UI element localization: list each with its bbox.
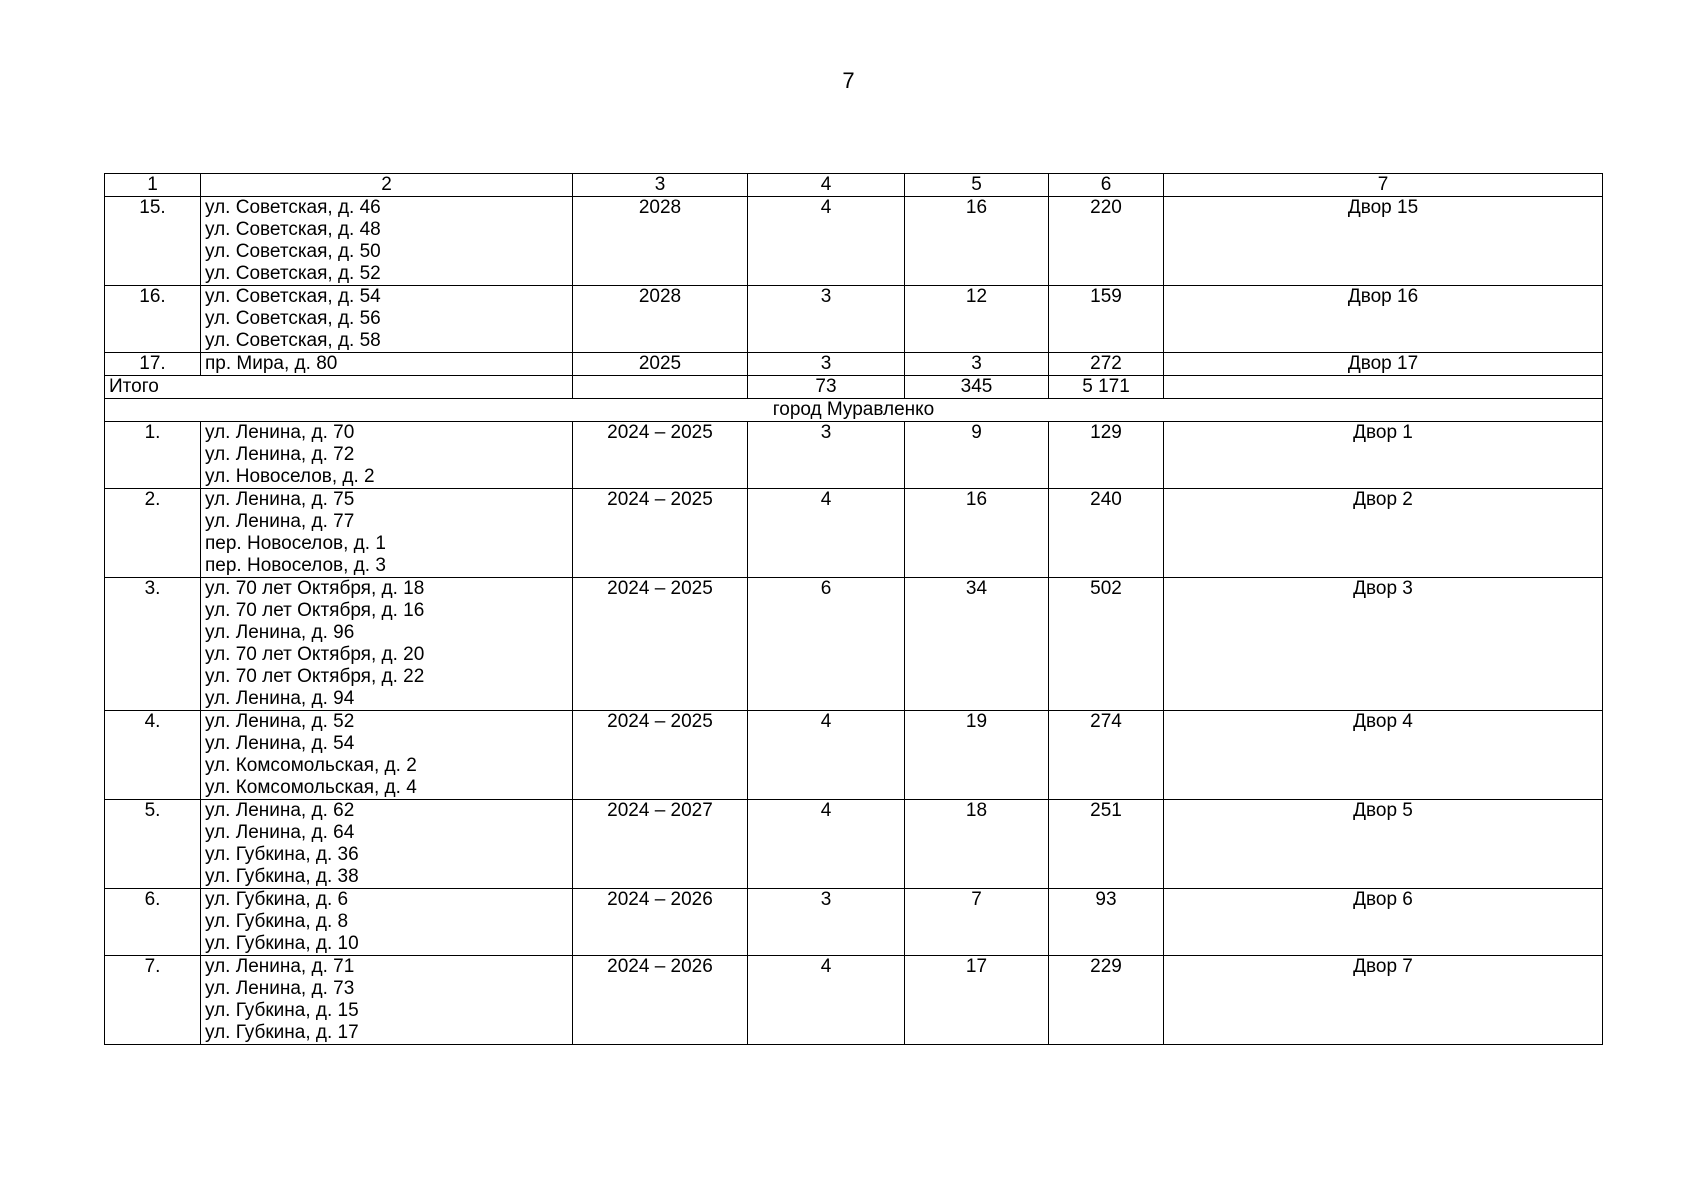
- address-line: ул. Новоселов, д. 2: [205, 466, 375, 487]
- row-number: 7.: [105, 956, 201, 1045]
- col4-cell: 3: [748, 286, 905, 353]
- address-line: ул. Советская, д. 46: [205, 197, 381, 218]
- total-col7: [1164, 376, 1603, 399]
- address-line: ул. Советская, д. 50: [205, 241, 381, 262]
- address-line: ул. Советская, д. 58: [205, 330, 381, 351]
- period-cell: 2024 – 2027: [573, 800, 748, 889]
- col6-cell: 240: [1049, 489, 1164, 578]
- address-line: ул. Губкина, д. 36: [205, 844, 359, 865]
- address-line: ул. Советская, д. 48: [205, 219, 381, 240]
- address-line: ул. Ленина, д. 71: [205, 956, 355, 977]
- col5-cell: 7: [905, 889, 1049, 956]
- address-list: [201, 711, 573, 800]
- address-line: ул. Ленина, д. 64: [205, 822, 355, 843]
- period-cell: 2024 – 2025: [573, 489, 748, 578]
- yard-cell: Двор 15: [1164, 197, 1603, 286]
- address-line: ул. 70 лет Октября, д. 20: [205, 644, 425, 665]
- address-line: ул. Советская, д. 54: [205, 286, 381, 307]
- col4-cell: 4: [748, 800, 905, 889]
- address-line: ул. Комсомольская, д. 4: [205, 777, 417, 798]
- address-line: ул. Ленина, д. 96: [205, 622, 355, 643]
- address-line: ул. Ленина, д. 52: [205, 711, 355, 732]
- col5-cell: 3: [905, 353, 1049, 376]
- row-number: 15.: [105, 197, 201, 286]
- col5-cell: 16: [905, 197, 1049, 286]
- col4-cell: 3: [748, 353, 905, 376]
- table-row: [105, 489, 1603, 578]
- address-line: ул. Ленина, д. 54: [205, 733, 355, 754]
- col6-cell: 129: [1049, 422, 1164, 489]
- col4-cell: 3: [748, 422, 905, 489]
- col6-cell: 229: [1049, 956, 1164, 1045]
- col6-cell: 159: [1049, 286, 1164, 353]
- total-label: Итого: [105, 376, 573, 399]
- row-number: 6.: [105, 889, 201, 956]
- header-cell-6: 6: [1049, 174, 1164, 197]
- address-line: ул. Губкина, д. 6: [205, 889, 349, 910]
- period-cell: 2025: [573, 353, 748, 376]
- total-row: [105, 376, 1603, 399]
- address-line: ул. Ленина, д. 75: [205, 489, 355, 510]
- address-list: [201, 197, 573, 286]
- yard-cell: Двор 7: [1164, 956, 1603, 1045]
- yard-cell: Двор 17: [1164, 353, 1603, 376]
- section-title: город Муравленко: [105, 399, 1603, 422]
- address-line: ул. Ленина, д. 72: [205, 444, 355, 465]
- row-number: 2.: [105, 489, 201, 578]
- address-line: ул. Советская, д. 52: [205, 263, 381, 284]
- col4-cell: 4: [748, 956, 905, 1045]
- total-period-cell: [573, 376, 748, 399]
- table-row: [105, 578, 1603, 711]
- address-line: ул. Комсомольская, д. 2: [205, 755, 417, 776]
- col6-cell: 274: [1049, 711, 1164, 800]
- header-cell-4: 4: [748, 174, 905, 197]
- col5-cell: 12: [905, 286, 1049, 353]
- col6-cell: 272: [1049, 353, 1164, 376]
- table-row: [105, 197, 1603, 286]
- address-line: пер. Новоселов, д. 3: [205, 555, 386, 576]
- section-row: [105, 399, 1603, 422]
- address-list: [201, 489, 573, 578]
- period-cell: 2024 – 2025: [573, 711, 748, 800]
- col4-cell: 4: [748, 711, 905, 800]
- address-list: [201, 889, 573, 956]
- address-list: [201, 286, 573, 353]
- period-cell: 2028: [573, 286, 748, 353]
- address-list: [201, 800, 573, 889]
- address-line: ул. Губкина, д. 15: [205, 1000, 359, 1021]
- yard-cell: Двор 6: [1164, 889, 1603, 956]
- address-list: [201, 353, 573, 376]
- address-list: [201, 422, 573, 489]
- period-cell: 2024 – 2026: [573, 956, 748, 1045]
- col6-cell: 220: [1049, 197, 1164, 286]
- address-line: пр. Мира, д. 80: [205, 353, 338, 374]
- col5-cell: 18: [905, 800, 1049, 889]
- col4-cell: 6: [748, 578, 905, 711]
- address-line: ул. Ленина, д. 73: [205, 978, 355, 999]
- address-line: ул. 70 лет Октября, д. 18: [205, 578, 425, 599]
- table-row: [105, 800, 1603, 889]
- header-cell-1: 1: [105, 174, 201, 197]
- col4-cell: 4: [748, 197, 905, 286]
- yard-cell: Двор 1: [1164, 422, 1603, 489]
- header-cell-5: 5: [905, 174, 1049, 197]
- col5-cell: 16: [905, 489, 1049, 578]
- col4-cell: 3: [748, 889, 905, 956]
- period-cell: 2028: [573, 197, 748, 286]
- total-col6: 5 171: [1049, 376, 1164, 399]
- row-number: 3.: [105, 578, 201, 711]
- period-cell: 2024 – 2026: [573, 889, 748, 956]
- address-line: ул. Ленина, д. 62: [205, 800, 355, 821]
- address-line: ул. Губкина, д. 17: [205, 1022, 359, 1043]
- row-number: 1.: [105, 422, 201, 489]
- address-line: пер. Новоселов, д. 1: [205, 533, 386, 554]
- address-line: ул. Советская, д. 56: [205, 308, 381, 329]
- col5-cell: 19: [905, 711, 1049, 800]
- yard-cell: Двор 5: [1164, 800, 1603, 889]
- table-row: [105, 286, 1603, 353]
- address-line: ул. Ленина, д. 70: [205, 422, 355, 443]
- yard-cell: Двор 2: [1164, 489, 1603, 578]
- yard-cell: Двор 3: [1164, 578, 1603, 711]
- header-cell-7: 7: [1164, 174, 1603, 197]
- page-number: 7: [842, 68, 855, 93]
- address-line: ул. Ленина, д. 77: [205, 511, 355, 532]
- col5-cell: 9: [905, 422, 1049, 489]
- table-row: [105, 711, 1603, 800]
- row-number: 4.: [105, 711, 201, 800]
- address-line: ул. Ленина, д. 94: [205, 688, 355, 709]
- address-line: ул. 70 лет Октября, д. 16: [205, 600, 425, 621]
- address-line: ул. Губкина, д. 10: [205, 933, 359, 954]
- table-row: [105, 956, 1603, 1045]
- table-body: [105, 174, 1603, 1045]
- header-row: [105, 174, 1603, 197]
- address-line: ул. Губкина, д. 8: [205, 911, 349, 932]
- address-line: ул. 70 лет Октября, д. 22: [205, 666, 425, 687]
- address-list: [201, 578, 573, 711]
- row-number: 16.: [105, 286, 201, 353]
- col6-cell: 251: [1049, 800, 1164, 889]
- row-number: 5.: [105, 800, 201, 889]
- total-col4: 73: [748, 376, 905, 399]
- yard-cell: Двор 4: [1164, 711, 1603, 800]
- table-row: [105, 889, 1603, 956]
- table-row: [105, 353, 1603, 376]
- period-cell: 2024 – 2025: [573, 578, 748, 711]
- yard-cell: Двор 16: [1164, 286, 1603, 353]
- header-cell-2: 2: [201, 174, 573, 197]
- col6-cell: 502: [1049, 578, 1164, 711]
- col5-cell: 34: [905, 578, 1049, 711]
- address-line: ул. Губкина, д. 38: [205, 866, 359, 887]
- col6-cell: 93: [1049, 889, 1164, 956]
- row-number: 17.: [105, 353, 201, 376]
- address-list: [201, 956, 573, 1045]
- period-cell: 2024 – 2025: [573, 422, 748, 489]
- total-col5: 345: [905, 376, 1049, 399]
- table-row: [105, 422, 1603, 489]
- header-cell-3: 3: [573, 174, 748, 197]
- col4-cell: 4: [748, 489, 905, 578]
- data-table: [104, 173, 1603, 1045]
- col5-cell: 17: [905, 956, 1049, 1045]
